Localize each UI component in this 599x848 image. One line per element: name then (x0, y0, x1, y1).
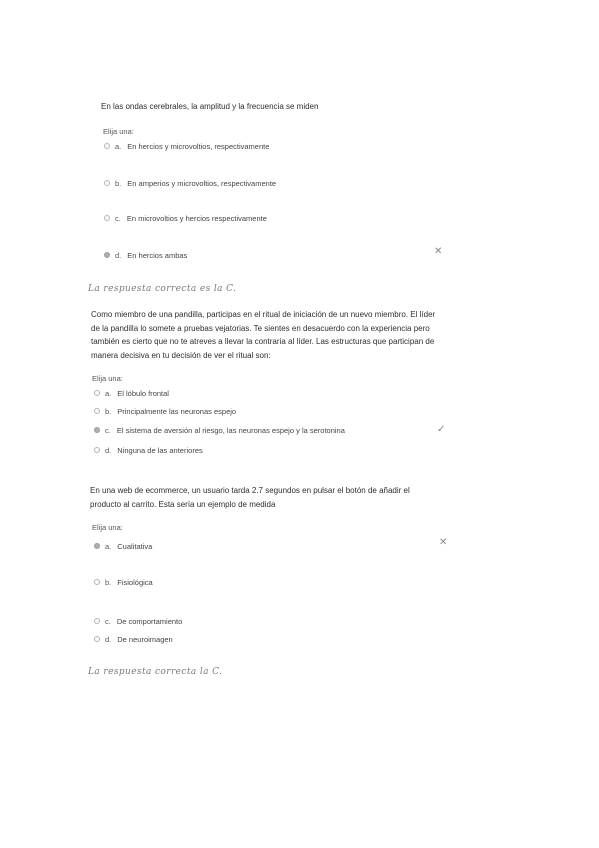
option-label: Principalmente las neuronas espejo (117, 406, 237, 416)
radio-button[interactable] (94, 636, 100, 642)
radio-button[interactable] (104, 143, 110, 149)
question-3-option-c[interactable] (94, 615, 182, 627)
question-2-option-b[interactable] (94, 405, 236, 417)
radio-button[interactable] (94, 618, 100, 624)
option-letter: a. (115, 141, 122, 151)
question-3-option-a[interactable] (94, 540, 152, 552)
radio-button[interactable] (94, 390, 100, 396)
question-1-option-d[interactable] (104, 249, 187, 261)
option-label: Fisiológica (117, 577, 153, 587)
option-letter: c. (105, 425, 111, 435)
question-2-option-c[interactable] (94, 424, 345, 436)
option-label: En amperios y microvoltios, respectivamente (127, 178, 277, 188)
radio-button[interactable] (94, 579, 100, 585)
option-letter: b. (105, 577, 112, 587)
correct-check-icon: ✓ (437, 424, 446, 435)
question-1-option-c[interactable] (104, 212, 267, 224)
question-3-option-b[interactable] (94, 576, 153, 588)
option-letter: a. (105, 541, 112, 551)
option-letter: c. (115, 213, 121, 223)
option-label: En hercios y microvoltios, respectivamente (127, 141, 270, 151)
option-letter: b. (115, 178, 122, 188)
radio-button-selected[interactable] (104, 252, 110, 258)
option-letter: d. (115, 250, 122, 260)
option-label: En microvoltios y hercios respectivamente (126, 213, 267, 223)
question-1-text: En las ondas cerebrales, la amplitud y la frecuencia se miden (101, 102, 319, 111)
question-3-prompt: Elija una: (92, 523, 123, 532)
radio-button[interactable] (94, 447, 100, 453)
option-label: El lóbulo frontal (117, 388, 169, 398)
option-letter: b. (105, 406, 112, 416)
radio-button-selected[interactable] (94, 543, 100, 549)
question-2-prompt: Elija una: (92, 374, 123, 383)
question-1-option-b[interactable] (104, 177, 276, 189)
question-3-text: En una web de ecommerce, un usuario tarda 2.7 segundos en pulsar el botón de añadir el producto al carrito. Esta sería un ejemplo de medida (90, 486, 410, 509)
option-letter: a. (105, 388, 112, 398)
question-2-text: Como miembro de una pandilla, participas en el ritual de iniciación de un nuevo miembro. El líder de la pandilla lo somete a pruebas vejatorias. Te sientes en desacuerdo con la experiencia pero también es cierto que no te atreves a llevar la contraria al líder. Las estructuras que participan de manera decisiva en tu decisión de ver el ritual son: (91, 310, 436, 360)
radio-button[interactable] (104, 215, 110, 221)
incorrect-icon: ✕ (439, 537, 448, 548)
correct-answer-note-1: La respuesta correcta es la C. (88, 284, 237, 294)
option-label: De neuroimagen (117, 634, 173, 644)
option-label: De comportamiento (116, 616, 183, 626)
radio-button[interactable] (104, 180, 110, 186)
incorrect-icon: ✕ (434, 246, 443, 257)
radio-button[interactable] (94, 408, 100, 414)
option-letter: d. (105, 634, 112, 644)
option-label: En hercios ambas (127, 250, 188, 260)
option-label: Ninguna de las anteriores (117, 445, 203, 455)
option-letter: c. (105, 616, 111, 626)
option-label: Cualitativa (117, 541, 153, 551)
question-2-option-a[interactable] (94, 387, 169, 399)
radio-button-selected[interactable] (94, 427, 100, 433)
option-label: El sistema de aversión al riesgo, las neuronas espejo y la serotonina (116, 425, 345, 435)
question-2-option-d[interactable] (94, 444, 203, 456)
question-1-prompt: Elija una: (103, 127, 134, 136)
option-letter: d. (105, 445, 112, 455)
question-3-option-d[interactable] (94, 633, 173, 645)
question-1-option-a[interactable] (104, 140, 269, 152)
correct-answer-note-3: La respuesta correcta la C. (88, 667, 223, 677)
